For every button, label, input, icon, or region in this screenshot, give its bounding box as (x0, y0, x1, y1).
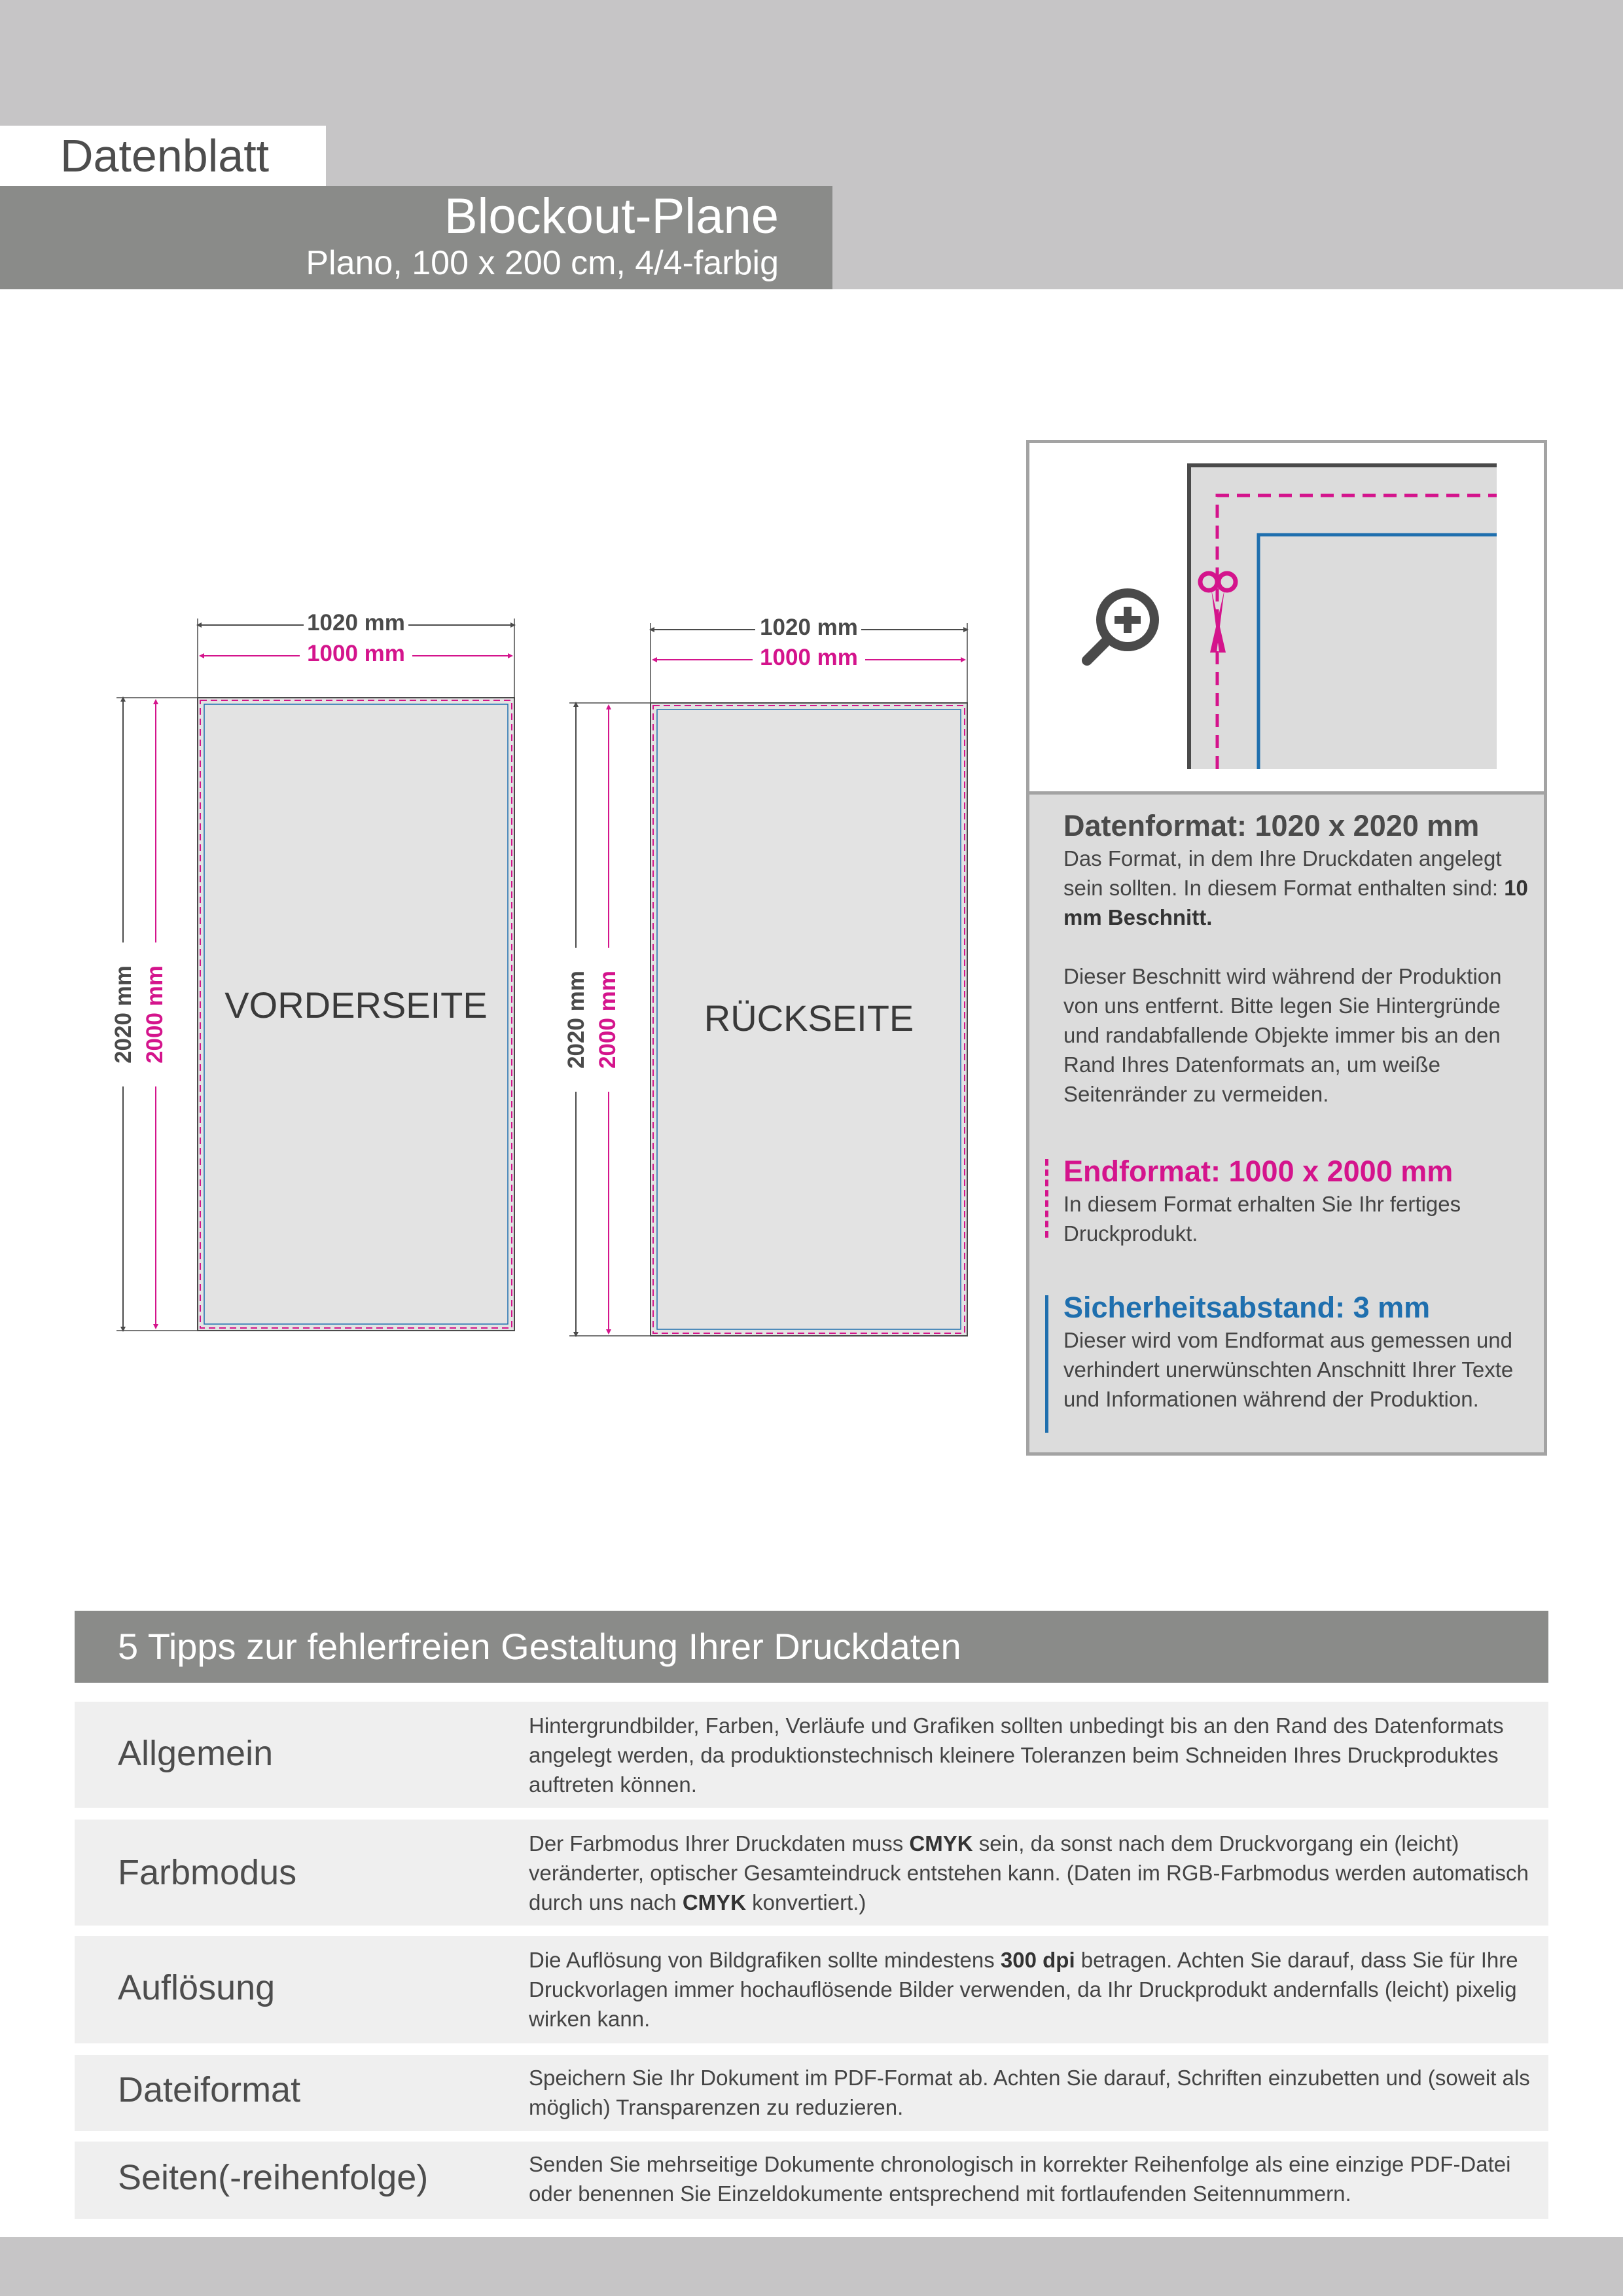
back-height-data-label: 2020 mm (563, 971, 589, 1069)
tip-row-resolution (75, 1936, 1548, 2043)
format-diagram (0, 589, 995, 1348)
tip-row-page-order (75, 2142, 1548, 2219)
tips-title: 5 Tipps zur fehlerfreien Gestaltung Ihrer Druckdaten (118, 1626, 961, 1667)
tip-row-general (75, 1702, 1548, 1808)
tip-text: Senden Sie mehrseitige Dokumente chronologisch in korrekter Reihenfolge als eine einzige PDF-Datei oder benennen Sie Einzeldokumente entsprechend mit fortlaufenden Seitennummern. (529, 2152, 1511, 2206)
corner-detail-svg (1029, 443, 1544, 791)
data-format-text: Das Format, in dem Ihre Druckdaten angelegt sein sollten. In diesem Format enthalten sind: 10 mm Beschnitt. (1063, 846, 1528, 929)
end-format-marker (1045, 1159, 1048, 1238)
front-height-data-label: 2020 mm (111, 965, 136, 1064)
safety-marker (1045, 1295, 1048, 1433)
tip-text: Hintergrundbilder, Farben, Verläufe und Grafiken sollten unbedingt bis an den Rand des Datenformats angelegt werden, da produktionstechnisch kleinere Toleranzen beim Schneiden Ihres Druckproduktes auftreten können. (529, 1713, 1504, 1797)
format-info-panel (1026, 440, 1547, 1456)
safety-title: Sicherheitsabstand: 3 mm (1063, 1291, 1431, 1324)
tip-label: Seiten(-reihenfolge) (118, 2158, 429, 2197)
front-width-data-label: 1020 mm (307, 610, 405, 636)
tip-text: Speichern Sie Ihr Dokument im PDF-Format ab. Achten Sie darauf, Schriften einzubetten und (soweit als möglich) Transparenzen zu reduzieren. (529, 2066, 1530, 2119)
tip-row-file-format (75, 2055, 1548, 2131)
tip-text: Der Farbmodus Ihrer Druckdaten muss CMYK sein, da sonst nach dem Druckvorgang ein (leicht) veränderter, optischer Gesamteindruck entstehen kann. (Daten im RGB-Farbmodus werden automatisch durch uns nach CMYK konvertiert.) (529, 1831, 1529, 1914)
front-side-diagram (111, 610, 514, 1331)
tip-label: Farbmodus (118, 1853, 297, 1892)
front-side-label: VORDERSEITE (224, 984, 488, 1026)
front-width-final-label: 1000 mm (307, 641, 405, 666)
front-height-final-label: 2000 mm (142, 965, 168, 1064)
footer-band (0, 2237, 1623, 2296)
data-format-title: Datenformat: 1020 x 2020 mm (1063, 809, 1480, 842)
product-subtitle: Plano, 100 x 200 cm, 4/4-farbig (306, 244, 779, 282)
safety-text: Dieser wird vom Endformat aus gemessen und verhindert unerwünschten Anschnitt Ihrer Texte und Informationen während der Produktion. (1063, 1328, 1514, 1411)
back-side-label: RÜCKSEITE (704, 997, 914, 1039)
tip-label: Auflösung (118, 1968, 276, 2007)
back-width-data-label: 1020 mm (760, 615, 858, 640)
product-title: Blockout-Plane (444, 188, 779, 244)
back-height-final-label: 2000 mm (595, 971, 620, 1069)
tip-row-color-mode (75, 1820, 1548, 1926)
tip-label: Dateiformat (118, 2070, 301, 2109)
back-width-final-label: 1000 mm (760, 645, 858, 670)
zoom-in-icon (1087, 588, 1159, 660)
tip-text: Die Auflösung von Bildgrafiken sollte mindestens 300 dpi betragen. Achten Sie darauf, dass Sie für Ihre Druckvorlagen immer hochauflösende Bilder verwenden, da Ihr Druckprodukt andernfalls (leicht) pixelig wirken kann. (529, 1948, 1518, 2031)
detail-illustration (1029, 443, 1544, 795)
end-format-text: In diesem Format erhalten Sie Ihr fertiges Druckprodukt. (1063, 1192, 1461, 1246)
data-format-note: Dieser Beschnitt wird während der Produktion von uns entfernt. Bitte legen Sie Hintergründe und randabfallende Objekte immer bis an den Rand Ihres Datenformats an, um weiße Seitenränder zu vermeiden. (1063, 964, 1502, 1106)
end-format-title: Endformat: 1000 x 2000 mm (1063, 1155, 1454, 1188)
doc-label: Datenblatt (60, 130, 270, 181)
tip-label: Allgemein (118, 1734, 274, 1773)
back-side-diagram (563, 615, 967, 1336)
